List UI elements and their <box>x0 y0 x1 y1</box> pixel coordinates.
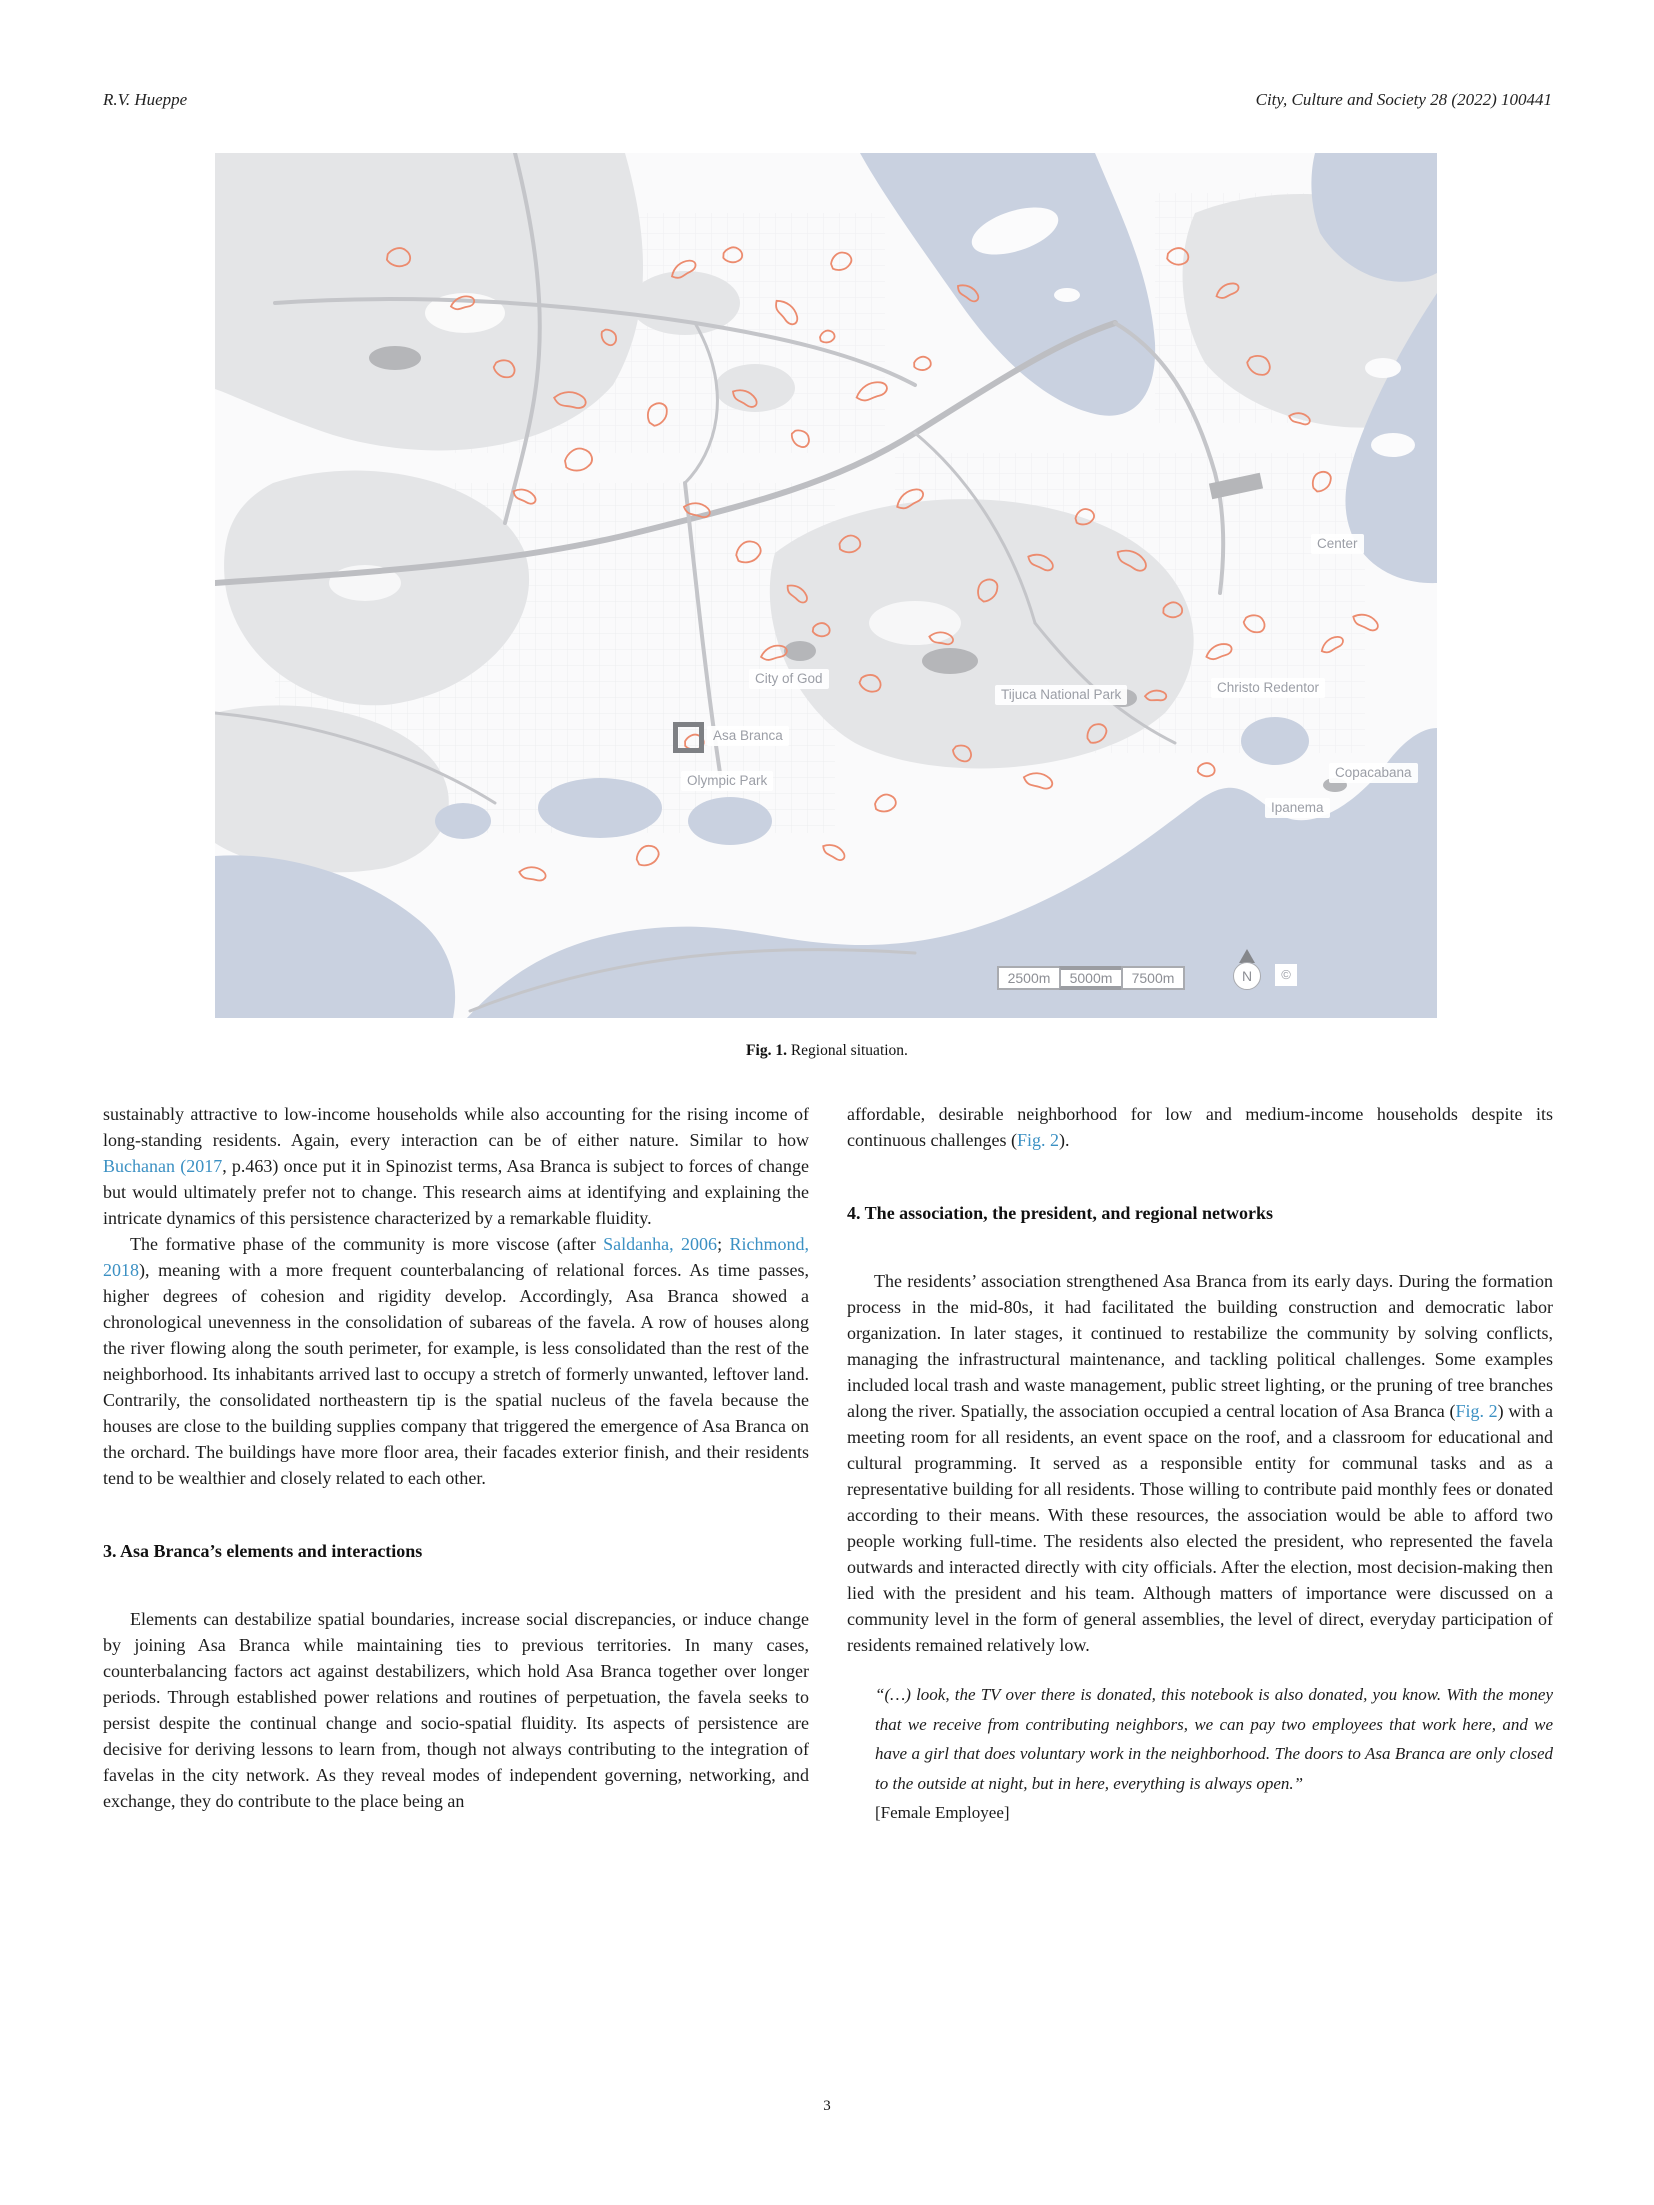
map-graphic <box>215 153 1437 1018</box>
text-segment: , p.463) once put it in Spinozist terms, Asa Branca is subject to forces of change but would ultimately prefer not to change. This research aims at identifying and explaining the intricate dynamics of this persistence characterized by a remarkable fluidity. <box>103 1156 809 1228</box>
figure-caption-label: Fig. 1. <box>746 1042 787 1059</box>
map-label-christo-redentor: Christo Redentor <box>1211 678 1325 698</box>
scalebar-5000m: 5000m <box>1059 966 1121 990</box>
paragraph <box>847 1268 1553 1658</box>
column-right <box>847 1101 1553 1828</box>
citation-link[interactable]: Saldanha, 2006 <box>603 1234 718 1254</box>
figure-caption-text: Regional situation. <box>786 1042 908 1059</box>
text-segment: The residents’ association strengthened Asa Branca from its early days. During the formation process in the mid-80s, it had facilitated the building construction and democratic labor organization. In later stages, it continued to restabilize the community by solving conflicts, managing the infrastructural maintenance, and tackling political challenges. Some examples included local trash and waste management, public street lighting, or the pruning of tree branches along the river. Spatially, the association occupied a central location of Asa Branca ( <box>847 1271 1553 1421</box>
citation-link[interactable]: Fig. 2 <box>1455 1401 1498 1421</box>
map-label-olympic-park: Olympic Park <box>681 771 773 791</box>
citation-link[interactable]: Richmond, 2018 <box>103 1234 809 1280</box>
text-segment: ) with a meeting room for all residents, an event space on the roof, and a classroom for educational and cultural programming. It served as a responsible entity for communal tasks and as a representative building for all residents. Those willing to contribute paid monthly fees or donated according to their means. With these resources, the association would be able to afford two people working full-time. The residents also elected the president, who represented the favela outwards and interacted directly with city officials. After the election, most decision-making then lied with the president and his team. Although matters of importance were discussed on a community level in the form of general assemblies, the level of direct, everyday participation of residents remained relatively low. <box>847 1401 1554 1655</box>
scalebar-2500m: 2500m <box>997 966 1059 990</box>
block-quote <box>875 1680 1553 1828</box>
text-segment: sustainably attractive to low-income households while also accounting for the rising income of long-standing residents. Again, every interaction can be of either nature. Similar to how <box>103 1104 809 1150</box>
paragraph <box>103 1606 809 1814</box>
text-segment: ; <box>717 1234 730 1254</box>
paragraph <box>103 1231 809 1491</box>
map-label-center: Center <box>1311 534 1364 554</box>
quote-text: “(…) look, the TV over there is donated, this notebook is also donated, you know. With the money that we receive from contributing neighbors, we can pay two employees that work here, and we have a girl that does voluntary work in the neighborhood. The doors to Asa Branca are only closed to the outside at night, but in here, everything is always open.” <box>875 1685 1553 1793</box>
figure-caption <box>0 1042 1654 1060</box>
paragraph <box>847 1101 1553 1153</box>
text-segment: ), meaning with a more frequent counterbalancing of relational forces. As time passes, higher degrees of cohesion and rigidity develop. Accordingly, Asa Branca showed a chronological unevenness in the consolidation of subareas of the favela. A row of houses along the river flowing along the south perimeter, for example, is less consolidated than the rest of the neighborhood. Its inhabitants arrived last to occupy a stretch of formerly unwanted, leftover land. Contrarily, the consolidated northeastern tip is the spatial nucleus of the favela because the houses are close to the building supplies company that triggered the emergence of Asa Branca on the orchard. The buildings have more floor area, their facades exterior finish, and their residents tend to be wealthier and closely related to each other. <box>103 1260 809 1488</box>
text-segment: The formative phase of the community is more viscose (after <box>130 1234 604 1254</box>
text-segment: Elements can destabilize spatial boundaries, increase social discrepancies, or induce change by joining Asa Branca while maintaining ties to previous territories. In many cases, counterbalancing factors act against destabilizers, which hold Asa Branca together over longer periods. Through established power relations and routines of perpetuation, the favela seeks to persist despite the continual change and socio-spatial fluidity. Its aspects of persistence are decisive for deriving lessons to learn from, though not always contributing to the integration of favelas in the city network. As they reveal modes of independent governing, networking, and exchange, they do contribute to the place being an <box>103 1609 809 1811</box>
text-segment: affordable, desirable neighborhood for low and medium-income households despite its continuous challenges ( <box>847 1104 1553 1150</box>
scalebar-7500m: 7500m <box>1121 966 1185 990</box>
column-left <box>103 1101 809 1814</box>
section-heading: 3. Asa Branca’s elements and interactions <box>103 1541 423 1561</box>
map-scalebar <box>997 966 1185 990</box>
map-label-copacabana: Copacabana <box>1329 763 1418 783</box>
map-label-asa-branca: Asa Branca <box>707 726 789 746</box>
north-arrow-icon <box>1239 949 1255 963</box>
page-number: 3 <box>823 2098 831 2114</box>
section-heading: 4. The association, the president, and regional networks <box>847 1203 1274 1223</box>
map-label-city-of-god: City of God <box>749 669 829 689</box>
text-segment: ). <box>1058 1130 1070 1150</box>
quote-attribution: [Female Employee] <box>875 1803 1010 1822</box>
citation-link[interactable]: Fig. 2 <box>1016 1130 1059 1150</box>
header-journal: City, Culture and Society 28 (2022) 100441 <box>1255 90 1552 109</box>
asa-branca-marker <box>673 722 704 753</box>
copyright-icon: © <box>1275 964 1297 986</box>
header-author: R.V. Hueppe <box>103 90 188 109</box>
compass-icon: N <box>1233 962 1261 990</box>
paragraph <box>103 1101 809 1231</box>
figure-1-map <box>215 153 1437 1018</box>
citation-link[interactable]: Buchanan (2017 <box>103 1156 223 1176</box>
map-label-ipanema: Ipanema <box>1265 798 1330 818</box>
map-label-tijuca-national-park: Tijuca National Park <box>995 685 1127 705</box>
